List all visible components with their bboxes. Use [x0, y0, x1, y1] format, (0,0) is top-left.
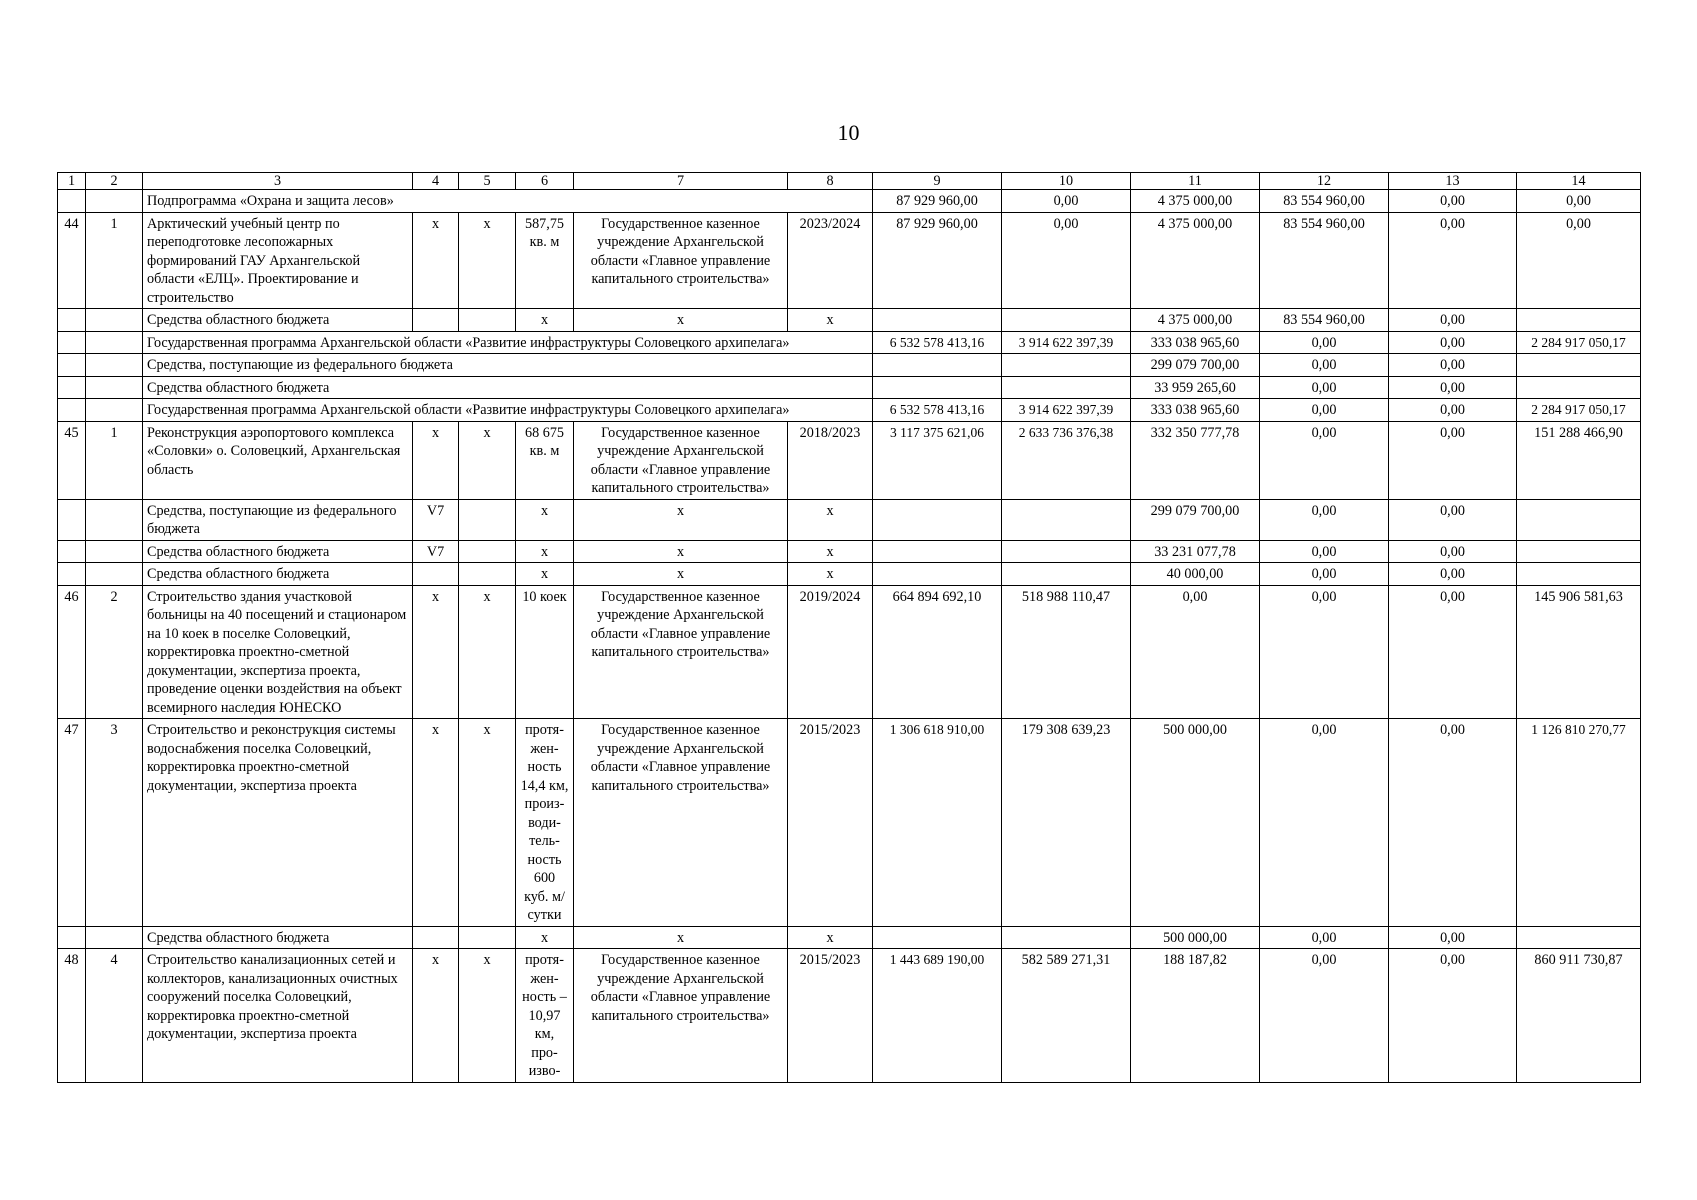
cell-c10: 518 988 110,47: [1002, 585, 1131, 719]
cell-c5: х: [459, 585, 516, 719]
sub-number: 2: [86, 585, 143, 719]
funding-source: Средства областного бюджета: [143, 309, 413, 332]
cell-c4: х: [413, 949, 459, 1083]
cell-capacity: х: [516, 926, 574, 949]
cell-c13: 0,00: [1389, 376, 1517, 399]
cell-c13: 0,00: [1389, 926, 1517, 949]
sub-number: 1: [86, 421, 143, 499]
cell-c11: 500 000,00: [1131, 926, 1260, 949]
cell-capacity: 587,75 кв. м: [516, 212, 574, 309]
table-row: [58, 540, 1641, 563]
cell-c9: 3 117 375 621,06: [873, 421, 1002, 499]
cell-c11: 500 000,00: [1131, 719, 1260, 927]
cell-c12: 0,00: [1260, 331, 1389, 354]
cell-c4: V7: [413, 499, 459, 540]
cell-c10: 2 633 736 376,38: [1002, 421, 1131, 499]
col-header: 4: [413, 173, 459, 190]
cell-capacity: 10 коек: [516, 585, 574, 719]
cell-c4: х: [413, 585, 459, 719]
cell-period: х: [788, 309, 873, 332]
cell-period: 2018/2023: [788, 421, 873, 499]
object-name: Строительство канализационных сетей и коллекторов, канализационных очистных сооружений поселка Соловецкий, корректировка проектно-сметной документации, экспертиза проекта: [143, 949, 413, 1083]
col-header: 2: [86, 173, 143, 190]
cell-c4: х: [413, 212, 459, 309]
cell-period: х: [788, 499, 873, 540]
cell-c12: 0,00: [1260, 540, 1389, 563]
cell-c12: 0,00: [1260, 376, 1389, 399]
cell-c11: 299 079 700,00: [1131, 499, 1260, 540]
funding-source: Средства, поступающие из федерального бюджета: [143, 499, 413, 540]
cell-c11: 333 038 965,60: [1131, 331, 1260, 354]
program-row: [58, 399, 1641, 422]
cell-c10: 0,00: [1002, 190, 1131, 213]
cell-c12: 0,00: [1260, 719, 1389, 927]
cell-c11: 33 231 077,78: [1131, 540, 1260, 563]
subprogram-row: [58, 190, 1641, 213]
cell-capacity: протя- жен- ность – 10,97 км, про- изво-: [516, 949, 574, 1083]
col-header: 12: [1260, 173, 1389, 190]
cell-period: х: [788, 926, 873, 949]
cell-c13: 0,00: [1389, 719, 1517, 927]
row-number: 45: [58, 421, 86, 499]
cell-c9: 1 306 618 910,00: [873, 719, 1002, 927]
cell-c12: 0,00: [1260, 563, 1389, 586]
cell-c9: 6 532 578 413,16: [873, 399, 1002, 422]
funding-source: Средства, поступающие из федерального бюджета: [143, 354, 873, 377]
cell-c13: 0,00: [1389, 421, 1517, 499]
cell-customer: х: [574, 926, 788, 949]
cell-c5: х: [459, 421, 516, 499]
cell-c11: 33 959 265,60: [1131, 376, 1260, 399]
cell-c10: 0,00: [1002, 212, 1131, 309]
program-row: [58, 331, 1641, 354]
cell-capacity: х: [516, 309, 574, 332]
sub-number: 3: [86, 719, 143, 927]
row-number: 46: [58, 585, 86, 719]
cell-c9: 1 443 689 190,00: [873, 949, 1002, 1083]
cell-customer: Государственное казенное учреждение Архангельской области «Главное управление капитального строительства»: [574, 585, 788, 719]
object-name: Реконструкция аэропортового комплекса «Соловки» о. Соловецкий, Архангельская область: [143, 421, 413, 499]
cell-c13: 0,00: [1389, 399, 1517, 422]
funding-source: Средства областного бюджета: [143, 376, 873, 399]
object-name: Строительство и реконструкция системы водоснабжения поселка Соловецкий, корректировка проектно-сметной документации, экспертиза проекта: [143, 719, 413, 927]
funding-source: Средства областного бюджета: [143, 926, 413, 949]
cell-c5: х: [459, 719, 516, 927]
cell-c12: 0,00: [1260, 949, 1389, 1083]
cell-c13: 0,00: [1389, 309, 1517, 332]
budget-table: [57, 172, 1641, 1083]
cell-capacity: 68 675 кв. м: [516, 421, 574, 499]
object-name: Строительство здания участковой больницы на 40 посещений и стационаром на 10 коек в поселке Соловецкий, корректировка проектно-сметной документации, экспертиза проекта, проведение оценки воздействия на объект всемирного наследия ЮНЕСКО: [143, 585, 413, 719]
cell-capacity: х: [516, 499, 574, 540]
cell-c13: 0,00: [1389, 354, 1517, 377]
program-title: Государственная программа Архангельской области «Развитие инфраструктуры Соловецкого архипелага»: [143, 399, 873, 422]
cell-c12: 0,00: [1260, 399, 1389, 422]
column-number-row: [58, 173, 1641, 190]
cell-c9: 87 929 960,00: [873, 190, 1002, 213]
cell-c9: 87 929 960,00: [873, 212, 1002, 309]
col-header: 11: [1131, 173, 1260, 190]
cell-c11: 0,00: [1131, 585, 1260, 719]
cell-c5: х: [459, 949, 516, 1083]
cell-period: х: [788, 540, 873, 563]
cell-customer: х: [574, 499, 788, 540]
cell-customer: Государственное казенное учреждение Архангельской области «Главное управление капитального строительства»: [574, 212, 788, 309]
funding-source: Средства областного бюджета: [143, 540, 413, 563]
table-row: [58, 563, 1641, 586]
cell-c12: 0,00: [1260, 499, 1389, 540]
table-row: [58, 421, 1641, 499]
cell-c11: 299 079 700,00: [1131, 354, 1260, 377]
table-row: [58, 585, 1641, 719]
col-header: 9: [873, 173, 1002, 190]
table-row: [58, 309, 1641, 332]
cell-c11: 40 000,00: [1131, 563, 1260, 586]
cell-capacity: х: [516, 540, 574, 563]
cell-customer: х: [574, 309, 788, 332]
cell-period: 2019/2024: [788, 585, 873, 719]
cell-period: х: [788, 563, 873, 586]
program-title: Государственная программа Архангельской области «Развитие инфраструктуры Соловецкого архипелага»: [143, 331, 873, 354]
cell-c4: х: [413, 421, 459, 499]
cell-c14: 1 126 810 270,77: [1517, 719, 1641, 927]
cell-c10: 3 914 622 397,39: [1002, 331, 1131, 354]
col-header: 8: [788, 173, 873, 190]
cell-c9: 6 532 578 413,16: [873, 331, 1002, 354]
cell-c13: 0,00: [1389, 331, 1517, 354]
object-name: Арктический учебный центр по переподготовке лесопожарных формирований ГАУ Архангельской области «ЕЛЦ». Проектирование и строительство: [143, 212, 413, 309]
col-header: 10: [1002, 173, 1131, 190]
cell-period: 2015/2023: [788, 719, 873, 927]
cell-c4: х: [413, 719, 459, 927]
cell-c13: 0,00: [1389, 212, 1517, 309]
cell-c14: 0,00: [1517, 212, 1641, 309]
cell-customer: х: [574, 540, 788, 563]
col-header: 14: [1517, 173, 1641, 190]
cell-c13: 0,00: [1389, 585, 1517, 719]
cell-capacity: х: [516, 563, 574, 586]
col-header: 5: [459, 173, 516, 190]
cell-c11: 188 187,82: [1131, 949, 1260, 1083]
page-number: 10: [837, 120, 860, 145]
cell-c14: 860 911 730,87: [1517, 949, 1641, 1083]
cell-c13: 0,00: [1389, 563, 1517, 586]
cell-c12: 83 554 960,00: [1260, 212, 1389, 309]
cell-c13: 0,00: [1389, 499, 1517, 540]
cell-c14: 151 288 466,90: [1517, 421, 1641, 499]
cell-c11: 333 038 965,60: [1131, 399, 1260, 422]
cell-c4: V7: [413, 540, 459, 563]
table-row: [58, 354, 1641, 377]
table-row: [58, 949, 1641, 1083]
cell-c11: 4 375 000,00: [1131, 212, 1260, 309]
row-number: 47: [58, 719, 86, 927]
cell-customer: х: [574, 563, 788, 586]
table-row: [58, 376, 1641, 399]
cell-c9: 664 894 692,10: [873, 585, 1002, 719]
col-header: 7: [574, 173, 788, 190]
funding-source: Средства областного бюджета: [143, 563, 413, 586]
cell-capacity: протя- жен- ность 14,4 км, произ- води- тель- ность 600 куб. м/ сутки: [516, 719, 574, 927]
cell-period: 2015/2023: [788, 949, 873, 1083]
cell-c11: 332 350 777,78: [1131, 421, 1260, 499]
cell-c12: 0,00: [1260, 585, 1389, 719]
col-header: 13: [1389, 173, 1517, 190]
cell-c10: 582 589 271,31: [1002, 949, 1131, 1083]
cell-c5: х: [459, 212, 516, 309]
cell-c13: 0,00: [1389, 540, 1517, 563]
cell-period: 2023/2024: [788, 212, 873, 309]
cell-c12: 0,00: [1260, 421, 1389, 499]
cell-c14: 145 906 581,63: [1517, 585, 1641, 719]
cell-c12: 0,00: [1260, 354, 1389, 377]
cell-c14: 2 284 917 050,17: [1517, 331, 1641, 354]
cell-c10: 179 308 639,23: [1002, 719, 1131, 927]
cell-c13: 0,00: [1389, 949, 1517, 1083]
table-row: [58, 212, 1641, 309]
cell-c12: 83 554 960,00: [1260, 190, 1389, 213]
cell-c14: 2 284 917 050,17: [1517, 399, 1641, 422]
cell-c12: 83 554 960,00: [1260, 309, 1389, 332]
row-number: 44: [58, 212, 86, 309]
cell-customer: Государственное казенное учреждение Архангельской области «Главное управление капитального строительства»: [574, 719, 788, 927]
cell-c13: 0,00: [1389, 190, 1517, 213]
col-header: 3: [143, 173, 413, 190]
col-header: 6: [516, 173, 574, 190]
cell-c14: 0,00: [1517, 190, 1641, 213]
sub-number: 4: [86, 949, 143, 1083]
table-row: [58, 719, 1641, 927]
cell-customer: Государственное казенное учреждение Архангельской области «Главное управление капитального строительства»: [574, 949, 788, 1083]
sub-number: 1: [86, 212, 143, 309]
table-row: [58, 926, 1641, 949]
cell-c11: 4 375 000,00: [1131, 190, 1260, 213]
cell-c11: 4 375 000,00: [1131, 309, 1260, 332]
table-row: [58, 499, 1641, 540]
col-header: 1: [58, 173, 86, 190]
row-number: 48: [58, 949, 86, 1083]
cell-c12: 0,00: [1260, 926, 1389, 949]
subprogram-title: Подпрограмма «Охрана и защита лесов»: [143, 190, 873, 213]
cell-customer: Государственное казенное учреждение Архангельской области «Главное управление капитального строительства»: [574, 421, 788, 499]
cell-c10: 3 914 622 397,39: [1002, 399, 1131, 422]
